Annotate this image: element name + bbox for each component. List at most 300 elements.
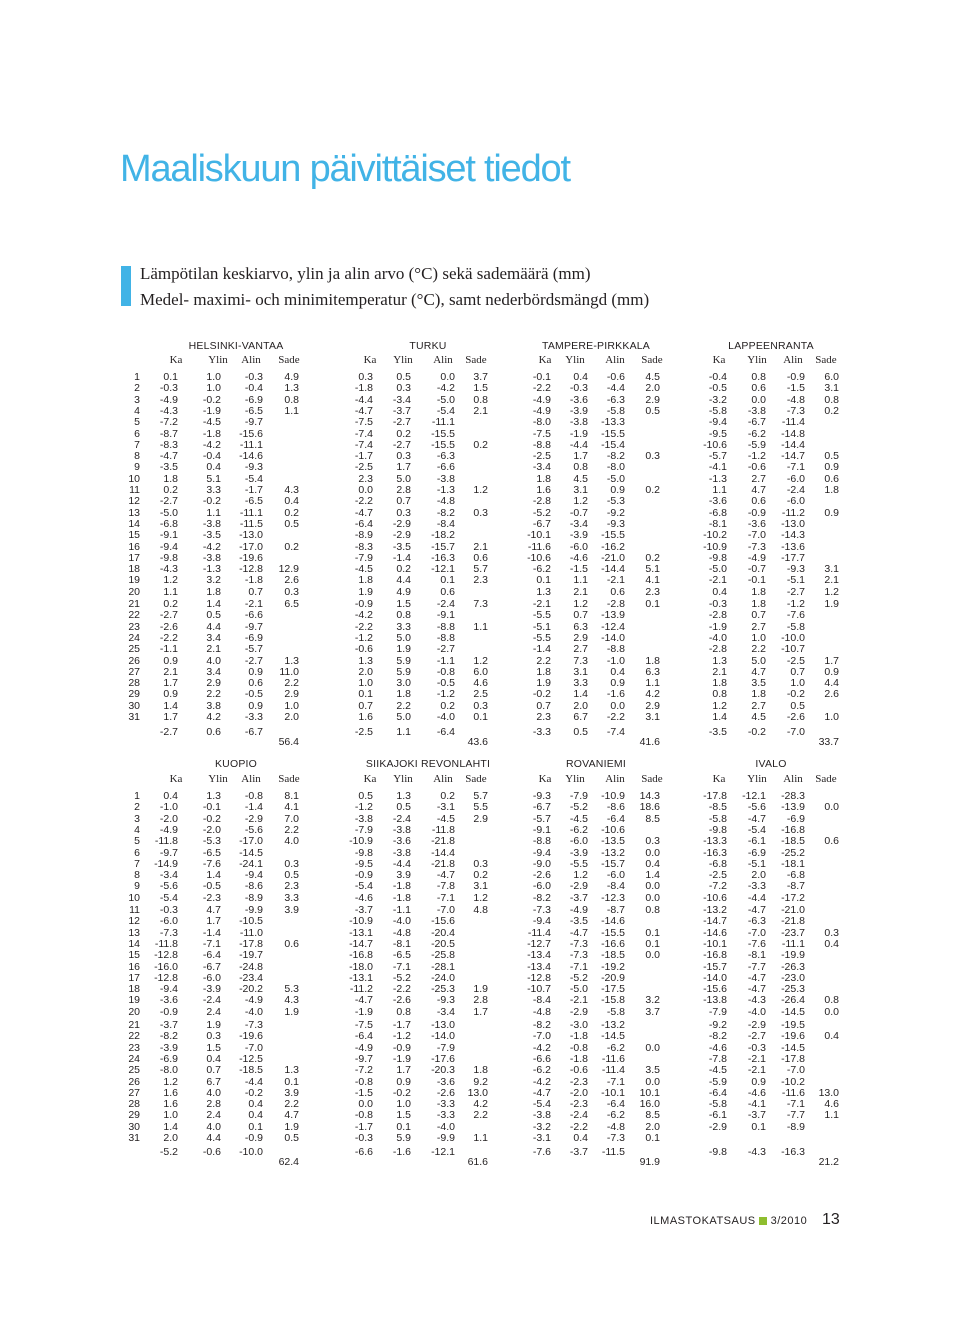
- table-cell: 8.5: [645, 812, 660, 825]
- table-cell: 2.9: [284, 688, 299, 701]
- table-cell: -7.3: [569, 949, 588, 962]
- table-cell: -15.4: [601, 438, 625, 451]
- table-cell: 2.8: [396, 484, 411, 496]
- table-cell: -13.2: [601, 1019, 625, 1031]
- table-cell: 0.8: [284, 393, 299, 406]
- table-cell: -19.2: [601, 960, 625, 973]
- table-cell: -14.8: [781, 427, 805, 440]
- table-cell: 1.8: [206, 585, 221, 598]
- table-cell: -2.9: [392, 529, 411, 542]
- table-cell: -9.3: [436, 994, 455, 1007]
- table-cell: -0.5: [202, 880, 221, 893]
- day-number: 19: [128, 574, 140, 587]
- table-cell: 2.1: [473, 404, 488, 417]
- table-cell: 2.2: [473, 1109, 488, 1122]
- table-cell: 2.7: [751, 699, 766, 712]
- table-cell: -5.0: [159, 506, 178, 519]
- table-cell: 18.6: [639, 801, 660, 814]
- day-number: 18: [128, 563, 140, 576]
- summary-cell: -0.2: [747, 726, 766, 738]
- table-cell: -15.5: [601, 427, 625, 440]
- table-cell: -2.7: [747, 1030, 766, 1043]
- table-cell: -5.2: [569, 801, 588, 814]
- table-cell: -1.2: [392, 1030, 411, 1043]
- table-cell: -2.1: [532, 598, 551, 610]
- summary-cell: 0.6: [206, 726, 221, 738]
- table-cell: -4.5: [202, 416, 221, 429]
- day-number: 1: [134, 371, 140, 383]
- table-cell: -5.3: [606, 495, 625, 508]
- table-cell: -12.5: [239, 1052, 263, 1065]
- table-cell: -13.0: [431, 1019, 455, 1031]
- table-cell: 5.0: [396, 631, 411, 644]
- table-cell: 2.0: [573, 699, 588, 712]
- table-cell: -14.6: [703, 926, 727, 939]
- table-cell: -1.4: [244, 801, 263, 814]
- summary-cell: 0.5: [573, 726, 588, 738]
- table-cell: -11.2: [349, 983, 373, 996]
- table-cell: -7.0: [747, 926, 766, 939]
- table-cell: 0.1: [645, 926, 660, 939]
- summary-cell: -2.5: [354, 726, 373, 738]
- table-cell: -16.8: [349, 949, 373, 962]
- table-cell: 0.4: [610, 665, 625, 678]
- table-cell: 2.9: [473, 812, 488, 825]
- table-cell: -17.8: [239, 937, 263, 950]
- table-cell: 4.0: [284, 835, 299, 848]
- table-cell: 1.1: [163, 585, 178, 598]
- table-cell: -20.2: [239, 983, 263, 996]
- table-cell: 7.3: [573, 654, 588, 667]
- table-cell: -10.6: [703, 891, 727, 904]
- table-cell: 1.9: [284, 1005, 299, 1018]
- table-cell: -3.8: [202, 517, 221, 530]
- table-cell: -2.1: [569, 994, 588, 1007]
- table-cell: -9.2: [708, 1019, 727, 1031]
- table-cell: 3.1: [824, 382, 839, 395]
- summary-cell: -7.0: [786, 726, 805, 738]
- summary-cell: -4.3: [747, 1146, 766, 1158]
- table-cell: 0.3: [824, 926, 839, 939]
- table-cell: -18.5: [601, 949, 625, 962]
- table-cell: -15.5: [431, 438, 455, 451]
- table-cell: 2.3: [284, 880, 299, 893]
- table-cell: -7.8: [436, 880, 455, 893]
- table-cell: -3.2: [532, 1120, 551, 1133]
- table-cell: -10.0: [781, 631, 805, 644]
- table-cell: -2.5: [786, 654, 805, 667]
- table-cell: -4.0: [392, 915, 411, 928]
- table-cell: -6.2: [606, 1041, 625, 1054]
- table-cell: 3.3: [396, 620, 411, 633]
- table-cell: -5.6: [747, 801, 766, 814]
- table-cell: 1.1: [645, 677, 660, 690]
- table-cell: -9.3: [244, 461, 263, 474]
- column-header-alin: Alin: [433, 773, 453, 785]
- table-cell: 2.0: [645, 382, 660, 395]
- table-cell: 0.0: [645, 1041, 660, 1054]
- table-cell: -7.1: [436, 891, 455, 904]
- table-cell: 1.7: [163, 711, 178, 723]
- table-cell: -23.0: [781, 971, 805, 984]
- table-cell: -4.1: [708, 461, 727, 474]
- table-cell: -1.9: [202, 404, 221, 417]
- table-cell: -5.1: [747, 857, 766, 870]
- table-cell: -15.6: [431, 915, 455, 928]
- table-cell: 6.0: [824, 371, 839, 383]
- summary-cell: -5.2: [159, 1146, 178, 1158]
- table-cell: -11.5: [239, 517, 263, 530]
- table-cell: -16.0: [154, 960, 178, 973]
- table-cell: -6.2: [747, 427, 766, 440]
- table-cell: -2.7: [159, 609, 178, 622]
- table-cell: -25.8: [431, 949, 455, 962]
- table-cell: -8.2: [436, 506, 455, 519]
- table-cell: 0.8: [824, 393, 839, 406]
- table-cell: -9.8: [708, 551, 727, 564]
- table-cell: -1.9: [708, 620, 727, 633]
- table-cell: -8.9: [354, 529, 373, 542]
- table-cell: -2.5: [708, 869, 727, 882]
- table-cell: -9.7: [244, 416, 263, 429]
- table-cell: -9.9: [244, 904, 263, 916]
- table-cell: 4.0: [206, 654, 221, 667]
- table-cell: -6.0: [606, 869, 625, 882]
- table-cell: -12.7: [527, 937, 551, 950]
- table-cell: -2.7: [244, 654, 263, 667]
- table-cell: -9.4: [159, 540, 178, 553]
- table-cell: -2.1: [747, 1064, 766, 1077]
- table-cell: -10.7: [781, 643, 805, 656]
- table-cell: 6.7: [206, 1075, 221, 1088]
- table-cell: -9.9: [436, 1132, 455, 1144]
- table-cell: -5.9: [708, 1075, 727, 1088]
- table-cell: -7.9: [708, 1005, 727, 1018]
- table-cell: -8.5: [708, 801, 727, 814]
- table-cell: -6.7: [202, 960, 221, 973]
- table-cell: 5.1: [206, 472, 221, 485]
- table-cell: -2.1: [708, 574, 727, 587]
- table-cell: -2.8: [532, 495, 551, 508]
- table-cell: 1.2: [712, 699, 727, 712]
- summary-cell: 62.4: [278, 1156, 299, 1168]
- table-cell: -15.6: [703, 983, 727, 996]
- station-name: ROVANIEMI: [566, 758, 626, 770]
- table-cell: -6.0: [786, 495, 805, 508]
- table-cell: -1.5: [569, 563, 588, 576]
- table-cell: -0.8: [244, 790, 263, 802]
- table-cell: -0.6: [569, 1064, 588, 1077]
- table-cell: 0.9: [248, 665, 263, 678]
- table-cell: -14.5: [781, 1005, 805, 1018]
- table-cell: 0.5: [358, 790, 373, 802]
- table-cell: 5.7: [473, 563, 488, 576]
- table-cell: 0.8: [473, 393, 488, 406]
- table-cell: -2.7: [392, 438, 411, 451]
- day-number: 7: [134, 857, 140, 870]
- table-cell: -2.1: [606, 574, 625, 587]
- day-number: 28: [128, 677, 140, 690]
- table-cell: -9.0: [532, 857, 551, 870]
- table-cell: 1.2: [573, 598, 588, 610]
- table-cell: -6.4: [354, 517, 373, 530]
- table-cell: 1.6: [358, 711, 373, 723]
- table-cell: -2.0: [569, 1086, 588, 1099]
- table-cell: -6.3: [747, 915, 766, 928]
- table-cell: -4.2: [532, 1041, 551, 1054]
- table-cell: -7.0: [532, 1030, 551, 1043]
- summary-cell: -6.6: [354, 1146, 373, 1158]
- table-cell: -5.7: [532, 812, 551, 825]
- column-header-ylin: Ylin: [747, 354, 767, 366]
- summary-cell: 43.6: [467, 736, 488, 748]
- table-cell: 3.1: [824, 563, 839, 576]
- column-header-sade: Sade: [815, 354, 837, 366]
- table-cell: -2.2: [532, 382, 551, 395]
- table-cell: -4.9: [354, 1041, 373, 1054]
- table-cell: -0.5: [244, 688, 263, 701]
- table-cell: -2.6: [159, 620, 178, 633]
- table-cell: -3.5: [159, 461, 178, 474]
- table-cell: 5.1: [645, 563, 660, 576]
- table-cell: -1.2: [786, 598, 805, 610]
- table-cell: -16.3: [703, 846, 727, 859]
- table-cell: -9.5: [708, 427, 727, 440]
- table-cell: -6.3: [436, 450, 455, 463]
- table-cell: -5.6: [244, 823, 263, 836]
- table-cell: -3.8: [354, 812, 373, 825]
- table-cell: 0.9: [824, 461, 839, 474]
- table-cell: -2.7: [392, 416, 411, 429]
- table-cell: 2.0: [645, 1120, 660, 1133]
- table-cell: -14.6: [239, 450, 263, 463]
- table-cell: 1.4: [573, 688, 588, 701]
- table-cell: -2.2: [606, 711, 625, 723]
- table-cell: -6.0: [532, 880, 551, 893]
- table-cell: 0.6: [284, 937, 299, 950]
- day-number: 27: [128, 665, 140, 678]
- table-cell: -13.3: [703, 835, 727, 848]
- table-cell: -15.7: [703, 960, 727, 973]
- table-cell: -2.2: [392, 983, 411, 996]
- table-cell: -15.8: [601, 994, 625, 1007]
- table-cell: -4.9: [569, 904, 588, 916]
- table-cell: -7.4: [354, 427, 373, 440]
- table-cell: 0.0: [610, 699, 625, 712]
- table-cell: 2.7: [751, 620, 766, 633]
- table-cell: -13.9: [781, 801, 805, 814]
- table-cell: 2.4: [206, 1109, 221, 1122]
- table-cell: 2.9: [206, 677, 221, 690]
- table-cell: 0.3: [473, 699, 488, 712]
- station-name: LAPPEENRANTA: [728, 340, 814, 352]
- table-cell: -4.4: [354, 393, 373, 406]
- table-cell: 2.8: [206, 1098, 221, 1111]
- table-cell: -2.6: [532, 869, 551, 882]
- table-cell: -11.0: [239, 926, 263, 939]
- table-cell: 0.0: [824, 801, 839, 814]
- table-cell: 2.0: [163, 1132, 178, 1144]
- table-cell: 0.0: [751, 393, 766, 406]
- table-cell: -8.7: [159, 427, 178, 440]
- table-cell: -15.5: [601, 529, 625, 542]
- table-cell: 0.1: [645, 937, 660, 950]
- table-cell: -0.3: [708, 598, 727, 610]
- table-cell: -14.4: [431, 846, 455, 859]
- table-cell: -2.2: [354, 620, 373, 633]
- table-cell: -4.4: [392, 857, 411, 870]
- day-number: 14: [128, 937, 140, 950]
- table-cell: 4.6: [473, 677, 488, 690]
- table-cell: -8.4: [532, 994, 551, 1007]
- day-number: 22: [128, 1030, 140, 1043]
- table-cell: -4.7: [532, 1086, 551, 1099]
- table-cell: -0.2: [392, 1086, 411, 1099]
- day-number: 15: [128, 529, 140, 542]
- day-number: 3: [134, 812, 140, 825]
- table-cell: -9.4: [159, 983, 178, 996]
- table-cell: 1.9: [284, 1120, 299, 1133]
- table-cell: 1.6: [536, 484, 551, 496]
- table-cell: -3.7: [392, 404, 411, 417]
- table-cell: -4.7: [354, 994, 373, 1007]
- table-cell: -5.4: [532, 1098, 551, 1111]
- table-cell: 1.4: [645, 869, 660, 882]
- table-cell: -10.6: [527, 551, 551, 564]
- table-cell: -4.7: [354, 506, 373, 519]
- table-cell: -13.6: [781, 540, 805, 553]
- table-cell: -11.4: [601, 1064, 625, 1077]
- table-cell: -0.6: [606, 371, 625, 383]
- table-cell: -0.6: [354, 643, 373, 656]
- table-cell: -6.6: [436, 461, 455, 474]
- day-number: 17: [128, 971, 140, 984]
- table-cell: -5.4: [354, 880, 373, 893]
- table-cell: 4.5: [645, 371, 660, 383]
- day-number: 5: [134, 835, 140, 848]
- table-cell: -2.2: [354, 495, 373, 508]
- table-cell: -2.8: [606, 598, 625, 610]
- table-cell: 2.3: [473, 574, 488, 587]
- table-cell: -0.4: [244, 382, 263, 395]
- table-cell: -4.2: [202, 540, 221, 553]
- table-cell: -3.4: [159, 869, 178, 882]
- day-number: 24: [128, 631, 140, 644]
- table-cell: 1.0: [824, 711, 839, 723]
- table-cell: 0.4: [206, 1052, 221, 1065]
- table-cell: -0.3: [159, 382, 178, 395]
- table-cell: -3.6: [708, 495, 727, 508]
- table-cell: 3.1: [573, 484, 588, 496]
- table-cell: -5.9: [747, 438, 766, 451]
- summary-cell: -7.6: [532, 1146, 551, 1158]
- table-cell: -7.6: [747, 937, 766, 950]
- table-cell: -11.6: [601, 1052, 625, 1065]
- table-cell: 1.0: [358, 677, 373, 690]
- table-cell: 1.0: [163, 1109, 178, 1122]
- table-cell: -9.8: [708, 823, 727, 836]
- table-cell: 0.2: [284, 540, 299, 553]
- table-cell: -6.2: [569, 823, 588, 836]
- table-cell: -15.7: [431, 540, 455, 553]
- table-cell: -10.6: [601, 823, 625, 836]
- table-cell: 3.3: [284, 891, 299, 904]
- table-cell: -7.0: [747, 529, 766, 542]
- table-cell: -10.1: [601, 1086, 625, 1099]
- table-cell: 1.9: [358, 585, 373, 598]
- table-cell: -4.8: [392, 926, 411, 939]
- day-number: 15: [128, 949, 140, 962]
- table-cell: -14.5: [239, 846, 263, 859]
- table-cell: 2.9: [645, 393, 660, 406]
- table-cell: -2.7: [159, 495, 178, 508]
- table-cell: 4.4: [824, 677, 839, 690]
- table-cell: -21.8: [781, 915, 805, 928]
- table-cell: 13.0: [467, 1086, 488, 1099]
- table-cell: -12.8: [239, 563, 263, 576]
- table-cell: -0.2: [202, 393, 221, 406]
- table-cell: 2.5: [473, 688, 488, 701]
- table-cell: -1.2: [354, 631, 373, 644]
- table-cell: -1.1: [436, 654, 455, 667]
- table-cell: 1.7: [206, 915, 221, 928]
- summary-cell: -1.6: [392, 1146, 411, 1158]
- table-cell: 0.8: [645, 904, 660, 916]
- table-cell: -10.5: [239, 915, 263, 928]
- table-cell: -17.8: [781, 1052, 805, 1065]
- table-cell: -18.2: [431, 529, 455, 542]
- table-cell: -5.8: [606, 1005, 625, 1018]
- table-cell: 5.0: [396, 472, 411, 485]
- table-cell: -19.6: [239, 551, 263, 564]
- table-cell: -4.2: [202, 438, 221, 451]
- day-number: 20: [128, 1005, 140, 1018]
- table-cell: 1.3: [284, 382, 299, 395]
- table-cell: -4.3: [159, 404, 178, 417]
- table-cell: 4.7: [206, 904, 221, 916]
- day-number: 26: [128, 1075, 140, 1088]
- table-cell: -3.9: [202, 983, 221, 996]
- table-cell: -9.8: [159, 551, 178, 564]
- table-cell: -13.0: [239, 529, 263, 542]
- table-cell: 5.5: [473, 801, 488, 814]
- table-cell: -17.0: [239, 540, 263, 553]
- table-cell: -6.0: [159, 915, 178, 928]
- table-cell: -1.0: [159, 801, 178, 814]
- table-cell: 0.6: [473, 551, 488, 564]
- table-cell: -2.6: [436, 1086, 455, 1099]
- column-header-alin: Alin: [605, 354, 625, 366]
- summary-cell: -10.0: [239, 1146, 263, 1158]
- table-cell: -4.4: [606, 382, 625, 395]
- table-cell: -6.5: [244, 495, 263, 508]
- table-cell: -7.5: [354, 1019, 373, 1031]
- table-cell: 0.8: [712, 688, 727, 701]
- table-cell: 2.9: [573, 631, 588, 644]
- table-cell: -2.6: [786, 711, 805, 723]
- table-cell: -7.0: [244, 1041, 263, 1054]
- day-number: 2: [134, 801, 140, 814]
- table-cell: -3.9: [569, 529, 588, 542]
- table-cell: -2.7: [786, 585, 805, 598]
- table-cell: 0.2: [284, 506, 299, 519]
- table-cell: 1.2: [473, 484, 488, 496]
- table-cell: 0.8: [824, 994, 839, 1007]
- column-header-ka: Ka: [169, 354, 183, 366]
- summary-cell: -16.3: [781, 1146, 805, 1158]
- table-cell: -21.8: [431, 835, 455, 848]
- table-cell: 7.0: [284, 812, 299, 825]
